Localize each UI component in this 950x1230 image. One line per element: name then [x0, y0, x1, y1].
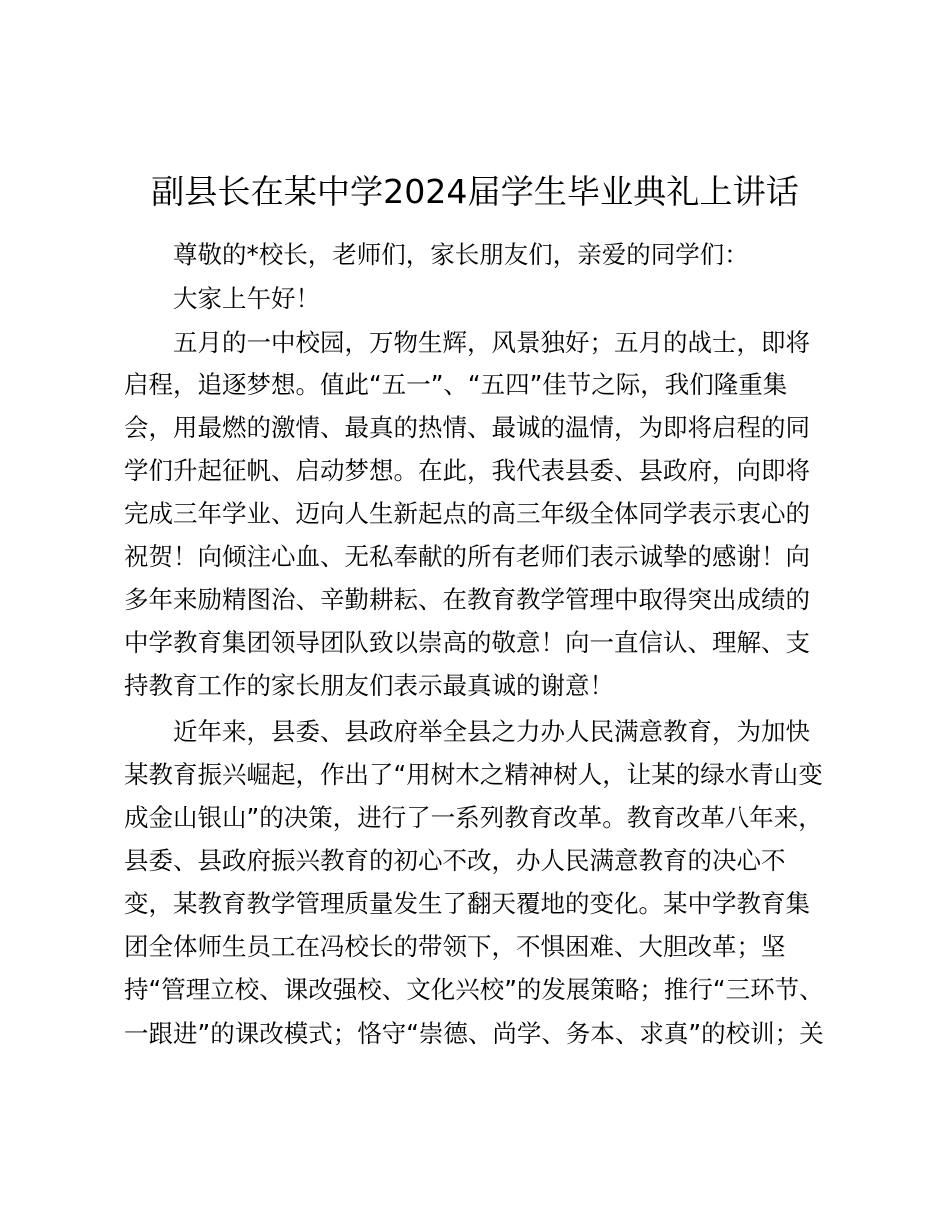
paragraph-1-line: 五月的一中校园，万物生辉，风景独好；五月的战士，即将 [173, 328, 810, 357]
paragraph-1-line: 多年来励精图治、辛勤耕耘、在教育教学管理中取得突出成绩的 [124, 585, 810, 614]
paragraph-2-line: 近年来，县委、县政府举全县之力办人民满意教育，为加快 [173, 717, 810, 746]
paragraph-2-line: 某教育振兴崛起，作出了“用树木之精神树人，让某的绿水青山变 [124, 760, 823, 789]
paragraph-1-line: 启程，追逐梦想。值此“五一”、“五四”佳节之际，我们隆重集 [124, 370, 788, 399]
paragraph-1-line: 中学教育集团领导团队致以崇高的敬意！向一直信认、理解、支 [124, 628, 810, 657]
document-title: 副县长在某中学2024届学生毕业典礼上讲话 [151, 172, 799, 211]
paragraph-2-line: 县委、县政府振兴教育的初心不改，办人民满意教育的决心不 [124, 846, 786, 875]
paragraph-1-line: 持教育工作的家长朋友们表示最真诚的谢意！ [124, 671, 614, 700]
paragraph-2-line: 一跟进”的课改模式；恪守“崇德、尚学、务本、求真”的校训；关 [124, 1019, 824, 1048]
paragraph-1-line: 完成三年学业、迈向人生新起点的高三年级全体同学表示衷心的 [124, 499, 810, 528]
salutation-line: 尊敬的*校长，老师们，家长朋友们，亲爱的同学们： [173, 240, 749, 269]
paragraph-2-line: 变，某教育教学管理质量发生了翻天覆地的变化。某中学教育集 [124, 889, 810, 918]
paragraph-1-line: 会，用最燃的激情、最真的热情、最诚的温情，为即将启程的同 [124, 413, 810, 442]
paragraph-1-line: 学们升起征帆、启动梦想。在此，我代表县委、县政府，向即将 [124, 456, 810, 485]
greeting-line: 大家上午好！ [173, 284, 320, 313]
paragraph-2-line: 持“管理立校、课改强校、文化兴校”的发展策略；推行“三环节、 [124, 975, 824, 1004]
paragraph-2-line: 团全体师生员工在冯校长的带领下，不惧困难、大胆改革；坚 [124, 932, 786, 961]
paragraph-2-line: 成金山银山”的决策，进行了一系列教育改革。教育改革八年来， [124, 803, 823, 832]
paragraph-1-line: 祝贺！向倾注心血、无私奉献的所有老师们表示诚挚的感谢！向 [124, 542, 810, 571]
